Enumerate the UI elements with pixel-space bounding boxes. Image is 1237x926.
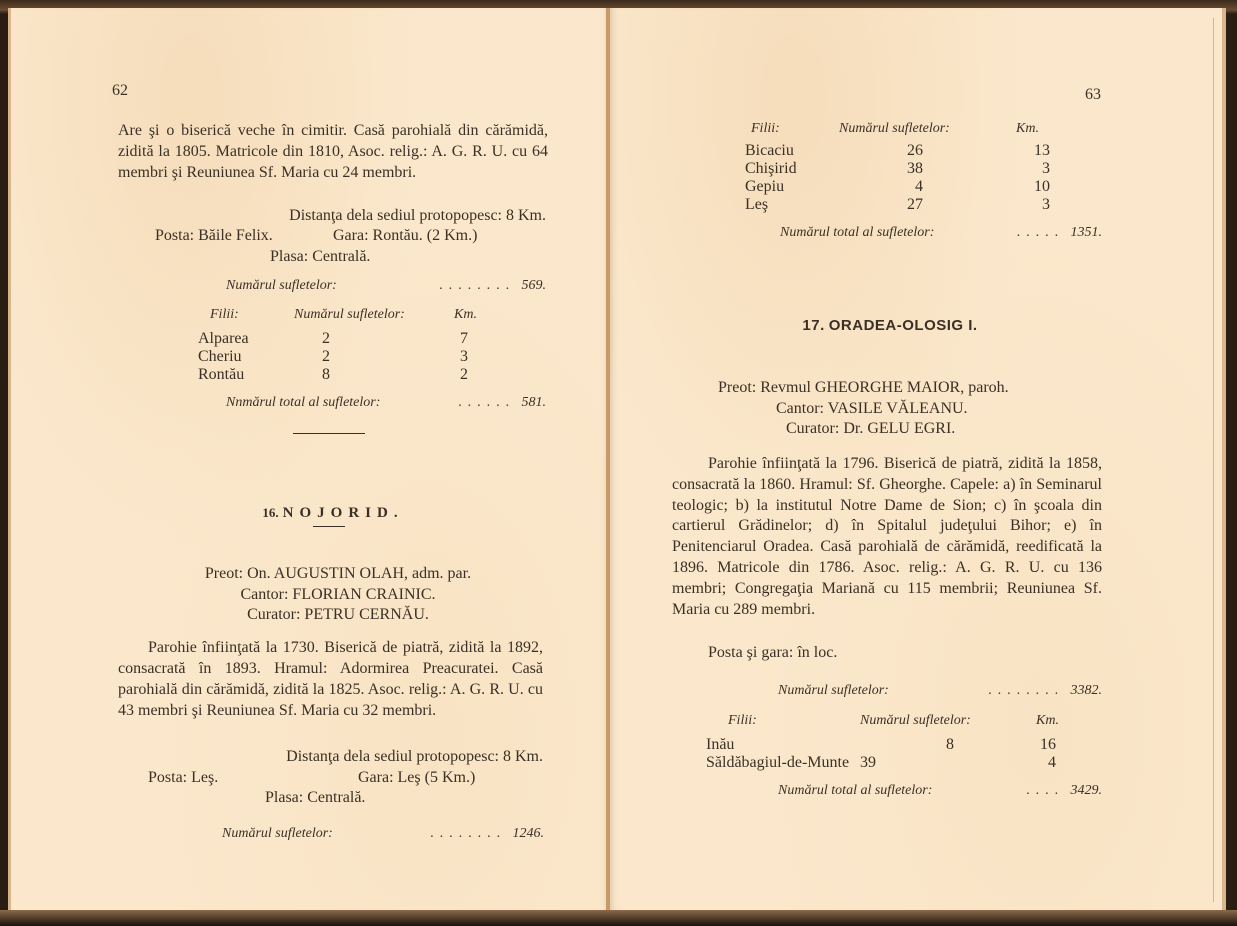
filii-souls: 26 xyxy=(907,142,923,159)
prev-souls-row xyxy=(226,275,546,296)
preot-line: Preot: On. AUGUSTIN OLAH, adm. par. xyxy=(204,565,472,582)
section-heading-16 xyxy=(118,502,548,524)
filii-header-col3: Km. xyxy=(454,307,477,322)
curator-line: Curator: Dr. GELU EGRI. xyxy=(786,420,956,437)
filii-row xyxy=(745,196,1050,214)
filii-header-col3: Km. xyxy=(1016,121,1039,136)
prev-total-label: Numărul total al sufletelor: xyxy=(780,225,935,240)
filii-name: Săldăbagiul-de-Munte xyxy=(706,754,850,771)
filii-km: 3 xyxy=(460,348,468,365)
section-heading-17 xyxy=(700,315,1080,336)
filii-header-col1: Filii: xyxy=(210,307,239,322)
preot-line: Preot: Revmul GHEORGHE MAIOR, paroh. xyxy=(718,379,1009,396)
dot-leader: .... xyxy=(1026,783,1065,798)
intro-paragraph: Are şi o biserică veche în cimitir. Casă parohială din cărămidă, zidită la 1805. Matricole din 1810, Asoc. relig.: A. G. R. U. cu 64 membri şi Reuniunea Sf. Maria cu 24 membri. xyxy=(118,122,548,181)
prev-filii-table-right xyxy=(745,120,1050,214)
filii-header-col1: Filii: xyxy=(751,121,780,136)
filii-km: 4 xyxy=(1048,754,1056,771)
cantor-line: Cantor: FLORIAN CRAINIC. xyxy=(240,586,436,603)
souls-label: Numărul sufletelor: xyxy=(778,683,889,698)
curator-line: Curator: PETRU CERNĂU. xyxy=(247,606,429,623)
prev-total-label: Nnmărul total al sufletelor: xyxy=(226,395,381,410)
distance-line: Distanţa dela sediul protopopesc: 8 Km. xyxy=(286,748,543,765)
prev-souls-label: Numărul sufletelor: xyxy=(226,278,337,293)
filii-table xyxy=(706,712,1059,772)
filii-row xyxy=(198,366,477,384)
section-number: 17. xyxy=(802,317,825,334)
filii-header-col3: Km. xyxy=(1036,713,1059,728)
filii-souls: 2 xyxy=(322,348,330,365)
page-number-left: 62 xyxy=(112,82,128,99)
plasa-line: Plasa: Centrală. xyxy=(265,789,366,806)
filii-souls: 2 xyxy=(322,330,330,347)
gara-line: Gara: Leş (5 Km.) xyxy=(358,769,476,786)
filii-name: Inău xyxy=(706,736,735,753)
cantor-line: Cantor: VASILE VĂLEANU. xyxy=(776,400,968,417)
prev-plasa: Plasa: Centrală. xyxy=(270,248,371,265)
filii-header xyxy=(706,712,1059,730)
dot-leader: ........ xyxy=(988,683,1065,698)
dot-leader: ........ xyxy=(430,826,507,841)
parish-paragraph: Parohie înfiinţată la 1730. Biserică de piatră, zidită la 1892, consacrată în 1893. Hramul: Adormirea Preacuratei. Casă parohială din cărămidă, zidită la 1825. Asoc. relig.: A. G. R. U. cu 43 membri şi Reuniunea Sf. Maria cu 32 membri. xyxy=(118,639,543,719)
filii-km: 7 xyxy=(460,330,468,347)
section-divider xyxy=(293,433,365,434)
filii-row xyxy=(706,736,1059,754)
filii-souls: 4 xyxy=(915,178,923,195)
dot-leader: ...... xyxy=(458,395,516,410)
filii-name: Rontău xyxy=(198,366,245,383)
filii-row xyxy=(745,160,1050,178)
filii-name: Alparea xyxy=(198,330,249,347)
filii-km: 10 xyxy=(1034,178,1050,195)
prev-souls-value: 569. xyxy=(521,278,546,293)
filii-header xyxy=(198,306,477,324)
total-value: 3429. xyxy=(1070,783,1102,798)
filii-km: 16 xyxy=(1040,736,1056,753)
section-title: ORADEA-OLOSIG I. xyxy=(828,317,978,334)
filii-row xyxy=(745,142,1050,160)
prev-total-value: 1351. xyxy=(1070,225,1102,240)
filii-souls: 38 xyxy=(907,160,923,177)
filii-header-col2: Numărul sufletelor: xyxy=(294,307,405,322)
prev-gara: Gara: Rontău. (2 Km.) xyxy=(333,227,478,244)
filii-row xyxy=(198,330,477,348)
filii-km: 2 xyxy=(460,366,468,383)
filii-km: 13 xyxy=(1034,142,1050,159)
book-bottom-edge xyxy=(0,910,1237,926)
prev-posta: Posta: Băile Felix. xyxy=(155,227,273,244)
filii-souls: 8 xyxy=(322,366,330,383)
prev-total-row-right xyxy=(780,222,1102,243)
souls-value: 1246. xyxy=(512,826,544,841)
section-title: NOJORID. xyxy=(282,505,404,521)
filii-row xyxy=(198,348,477,366)
filii-header-col2: Numărul sufletelor: xyxy=(839,121,950,136)
filii-name: Gepiu xyxy=(745,178,785,195)
filii-name: Bicaciu xyxy=(745,142,794,159)
filii-name: Cheriu xyxy=(198,348,242,365)
filii-header-col1: Filii: xyxy=(728,713,757,728)
page-number-right: 63 xyxy=(1085,86,1101,103)
filii-header-col2: Numărul sufletelor: xyxy=(860,713,971,728)
filii-souls: 39 xyxy=(860,754,876,771)
dot-leader: ........ xyxy=(439,278,516,293)
filii-row xyxy=(745,178,1050,196)
filii-name: Leş xyxy=(745,196,769,213)
prev-total-row xyxy=(226,392,546,413)
filii-header xyxy=(745,120,1050,138)
total-row xyxy=(778,780,1102,801)
parish-paragraph: Parohie înfiinţată la 1796. Biserică de piatră, zidită la 1858, consacrată la 1860. Hramul: Sf. Gheorghe. Capele: a) în Seminarul teologic; b) la institutul Notre Dame de Sion; c) în şcoala din cartierul Grădinelor; d) în Spitalul judeţului Bihor; e) în Penitenciarul Oradea. Casă parohială de cărămidă, reedificată la 1896. Matricole din 1786. Asoc. relig.: A. G. R. U. cu 136 membri; Congregaţia Mariană cu 115 membrii; Reuniunea Sf. Maria cu 289 membri. xyxy=(672,455,1102,618)
posta-line: Posta: Leş. xyxy=(148,769,219,786)
filii-km: 3 xyxy=(1042,160,1050,177)
section-number: 16. xyxy=(262,505,279,520)
filii-km: 3 xyxy=(1042,196,1050,213)
filii-name: Chişirid xyxy=(745,160,797,177)
souls-value: 3382. xyxy=(1070,683,1102,698)
total-label: Numărul total al sufletelor: xyxy=(778,783,933,798)
souls-row xyxy=(222,823,544,844)
filii-row xyxy=(706,754,1059,772)
prev-distance: Distanţa dela sediul protopopesc: 8 Km. xyxy=(289,207,546,224)
prev-filii-table-left xyxy=(198,306,477,384)
title-underline xyxy=(313,526,345,527)
dot-leader: ..... xyxy=(1017,225,1065,240)
posta-gara-line: Posta şi gara: în loc. xyxy=(708,644,838,661)
souls-row xyxy=(778,680,1102,701)
filii-souls: 27 xyxy=(907,196,923,213)
prev-total-value: 581. xyxy=(521,395,546,410)
souls-label: Numărul sufletelor: xyxy=(222,826,333,841)
filii-souls: 8 xyxy=(946,736,954,753)
